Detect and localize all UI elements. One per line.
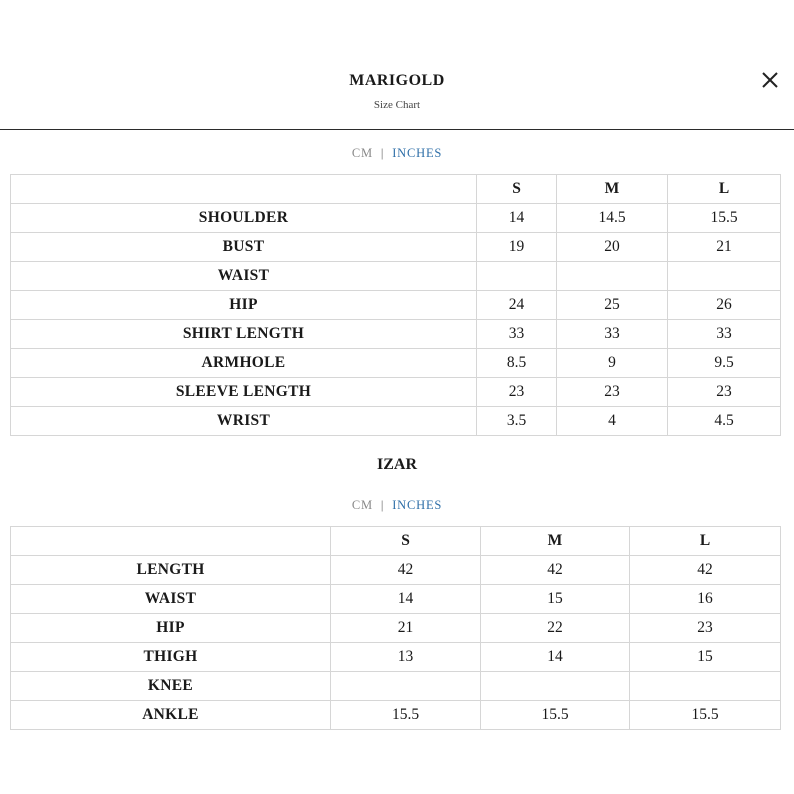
measurement-value: 8.5	[477, 349, 557, 378]
measurement-value: 21	[668, 233, 781, 262]
table-row	[11, 643, 781, 672]
unit-separator: |	[380, 498, 385, 512]
table-row	[11, 614, 781, 643]
size-chart-header	[0, 0, 794, 130]
table-row	[11, 556, 781, 585]
measurement-value: 15	[481, 585, 630, 614]
measurement-value: 23	[668, 378, 781, 407]
measurement-value	[481, 672, 630, 701]
product-title: MARIGOLD	[349, 72, 445, 89]
measurement-value: 15.5	[630, 701, 781, 730]
measurement-label: WAIST	[11, 262, 477, 291]
measurement-label: HIP	[11, 614, 331, 643]
header-divider	[0, 129, 794, 130]
table-row	[11, 233, 781, 262]
measurement-value: 42	[481, 556, 630, 585]
table-row	[11, 407, 781, 436]
size-column-header: L	[668, 175, 781, 204]
measurement-label: SHIRT LENGTH	[11, 320, 477, 349]
unit-separator: |	[380, 146, 385, 160]
measurement-label: WAIST	[11, 585, 331, 614]
measurement-header	[11, 175, 477, 204]
measurement-value: 26	[668, 291, 781, 320]
measurement-label: ANKLE	[11, 701, 331, 730]
measurement-value: 23	[557, 378, 668, 407]
size-header-row	[11, 175, 781, 204]
measurement-value: 20	[557, 233, 668, 262]
measurement-value: 14	[481, 643, 630, 672]
izar-size-table	[10, 526, 781, 730]
measurement-label: LENGTH	[11, 556, 331, 585]
measurement-label: HIP	[11, 291, 477, 320]
measurement-value: 4.5	[668, 407, 781, 436]
table-row	[11, 262, 781, 291]
size-column-header: S	[477, 175, 557, 204]
table-row	[11, 585, 781, 614]
measurement-value: 9.5	[668, 349, 781, 378]
measurement-value	[630, 672, 781, 701]
size-column-header: L	[630, 527, 781, 556]
measurement-value: 42	[331, 556, 481, 585]
table-row	[11, 701, 781, 730]
measurement-value	[477, 262, 557, 291]
measurement-value: 23	[477, 378, 557, 407]
measurement-value: 13	[331, 643, 481, 672]
measurement-label: ARMHOLE	[11, 349, 477, 378]
close-icon[interactable]	[758, 68, 782, 92]
measurement-label: WRIST	[11, 407, 477, 436]
size-column-header: M	[481, 527, 630, 556]
measurement-value: 33	[557, 320, 668, 349]
measurement-label: SLEEVE LENGTH	[11, 378, 477, 407]
measurement-value	[331, 672, 481, 701]
measurement-value: 24	[477, 291, 557, 320]
measurement-value	[668, 262, 781, 291]
unit-cm-tab[interactable]: CM	[351, 498, 373, 512]
shirt-size-table	[10, 174, 781, 436]
measurement-label: THIGH	[11, 643, 331, 672]
table-row	[11, 349, 781, 378]
unit-inches-tab[interactable]: INCHES	[392, 146, 443, 160]
measurement-value: 23	[630, 614, 781, 643]
table-row	[11, 320, 781, 349]
measurement-label: BUST	[11, 233, 477, 262]
measurement-value	[557, 262, 668, 291]
measurement-value: 15.5	[668, 204, 781, 233]
measurement-header	[11, 527, 331, 556]
table-row	[11, 204, 781, 233]
measurement-value: 16	[630, 585, 781, 614]
measurement-value: 15	[630, 643, 781, 672]
measurement-value: 3.5	[477, 407, 557, 436]
measurement-value: 42	[630, 556, 781, 585]
size-column-header: M	[557, 175, 668, 204]
size-chart-subtitle: Size Chart	[373, 99, 421, 111]
measurement-value: 15.5	[481, 701, 630, 730]
measurement-label: SHOULDER	[11, 204, 477, 233]
measurement-value: 9	[557, 349, 668, 378]
measurement-value: 4	[557, 407, 668, 436]
izar-section-title: IZAR	[376, 456, 417, 473]
size-column-header: S	[331, 527, 481, 556]
table-row	[11, 291, 781, 320]
measurement-value: 19	[477, 233, 557, 262]
measurement-value: 22	[481, 614, 630, 643]
measurement-value: 14	[331, 585, 481, 614]
izar-unit-toggle	[0, 498, 794, 513]
measurement-value: 33	[477, 320, 557, 349]
measurement-value: 14	[477, 204, 557, 233]
measurement-value: 25	[557, 291, 668, 320]
shirt-unit-toggle	[0, 146, 794, 161]
unit-cm-tab[interactable]: CM	[351, 146, 373, 160]
measurement-value: 33	[668, 320, 781, 349]
measurement-value: 21	[331, 614, 481, 643]
unit-inches-tab[interactable]: INCHES	[392, 498, 443, 512]
table-row	[11, 672, 781, 701]
measurement-value: 15.5	[331, 701, 481, 730]
measurement-value: 14.5	[557, 204, 668, 233]
size-header-row	[11, 527, 781, 556]
table-row	[11, 378, 781, 407]
measurement-label: KNEE	[11, 672, 331, 701]
